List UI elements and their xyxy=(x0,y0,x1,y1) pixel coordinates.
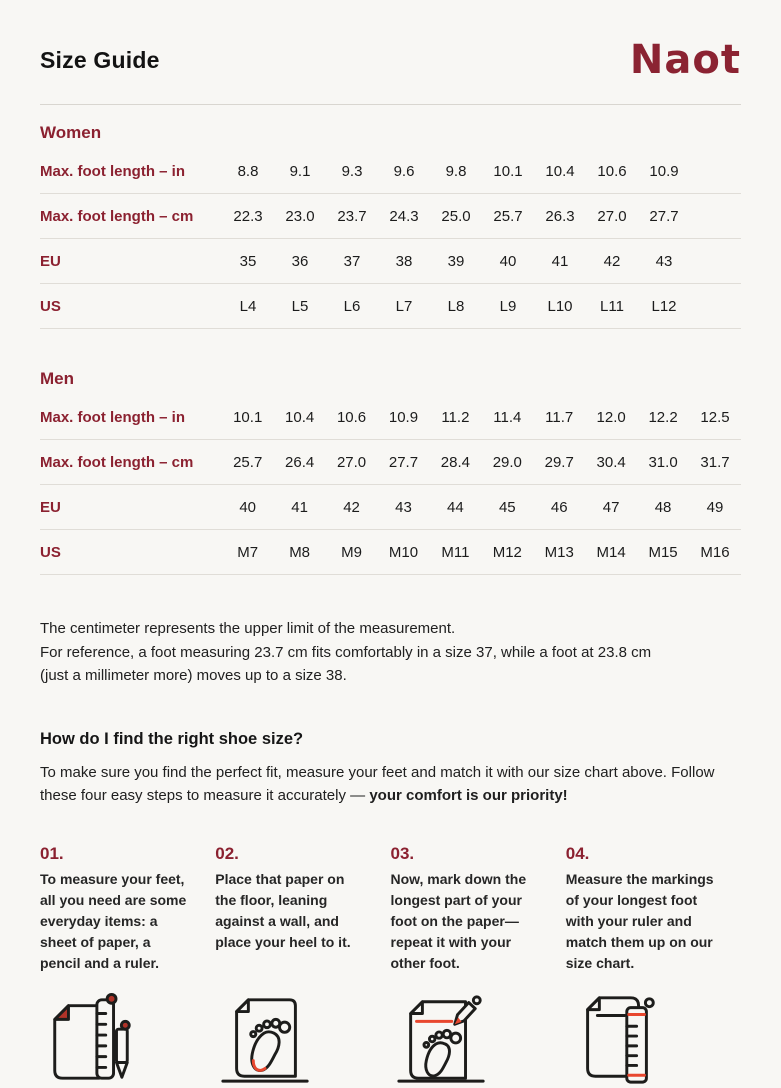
table-cell: 36 xyxy=(291,252,309,270)
table-row xyxy=(40,149,741,194)
step-3 xyxy=(391,844,566,974)
step-number: 03. xyxy=(390,843,415,863)
table-cell: 45 xyxy=(498,498,516,516)
table-cell: 39 xyxy=(447,252,465,270)
table-cell: L5 xyxy=(291,297,309,315)
table-cell: 40 xyxy=(239,498,257,516)
note-line: The centimeter represents the upper limit of the measurement. xyxy=(40,620,456,637)
note-line: (just a millimeter more) moves up to a size 38. xyxy=(40,667,347,684)
table-cell: 10.9 xyxy=(649,162,679,180)
table-cell: 30.4 xyxy=(596,453,626,471)
table-row xyxy=(40,395,741,440)
table-cell: 38 xyxy=(395,252,413,270)
table-cell: 42 xyxy=(603,252,621,270)
table-cell: 27.0 xyxy=(336,453,367,471)
paper-heel-footprint-icon xyxy=(215,990,390,1088)
table-cell: 11.2 xyxy=(441,408,470,426)
men-section xyxy=(40,369,741,575)
table-cell: 10.4 xyxy=(545,162,575,180)
step-text: Measure the markings of your longest foot with your ruler and match them up on our size chart. xyxy=(565,870,714,971)
table-cell: M9 xyxy=(341,543,362,561)
table-cell: 9.1 xyxy=(289,162,311,180)
table-cell: 27.7 xyxy=(388,453,419,471)
table-cell: 25.0 xyxy=(441,207,471,225)
table-cell: L12 xyxy=(651,297,677,315)
row-label: Max. foot length – cm xyxy=(40,207,194,225)
table-cell: M14 xyxy=(596,543,626,561)
step-2 xyxy=(215,844,390,974)
paper-mark-foot-pencil-icon xyxy=(391,990,566,1088)
table-cell: 42 xyxy=(343,498,360,516)
step-icons-row xyxy=(40,990,741,1088)
table-cell: 27.7 xyxy=(649,207,679,225)
step-text: Now, mark down the longest part of your foot on the paper—repeat it with your other foot. xyxy=(390,870,527,971)
row-label: US xyxy=(40,297,61,315)
table-cell: M16 xyxy=(700,543,730,561)
table-cell: 40 xyxy=(499,252,517,270)
table-cell: 10.1 xyxy=(493,162,523,180)
table-cell: 37 xyxy=(343,252,361,270)
table-row xyxy=(40,440,741,485)
page-title: Size Guide xyxy=(40,46,160,73)
table-cell: 49 xyxy=(706,498,724,516)
women-size-table xyxy=(40,149,741,329)
table-cell: 12.0 xyxy=(596,408,626,426)
table-cell: L7 xyxy=(395,297,413,315)
table-cell: 11.7 xyxy=(545,408,574,426)
measurement-note xyxy=(40,617,741,688)
table-cell: 23.0 xyxy=(285,207,315,225)
table-row xyxy=(40,239,741,284)
table-cell: 25.7 xyxy=(493,207,523,225)
step-text: To measure your feet, all you need are some everyday items: a sheet of paper, a pencil and a ruler. xyxy=(40,870,187,971)
table-cell: 26.4 xyxy=(285,453,315,471)
step-4 xyxy=(566,844,741,974)
table-cell: 10.4 xyxy=(285,408,315,426)
row-label: EU xyxy=(40,252,61,270)
table-cell: 47 xyxy=(602,498,620,516)
table-cell: 41 xyxy=(551,252,569,270)
table-cell: 10.6 xyxy=(597,162,627,180)
table-cell: 10.6 xyxy=(336,408,367,426)
row-label: Max. foot length – cm xyxy=(40,453,194,471)
table-row xyxy=(40,284,741,329)
table-cell: 26.3 xyxy=(545,207,575,225)
table-cell: 43 xyxy=(655,252,673,270)
table-cell: L10 xyxy=(547,297,573,315)
table-cell: 9.8 xyxy=(445,162,467,180)
row-label: EU xyxy=(40,498,61,516)
table-cell: 25.7 xyxy=(233,453,263,471)
table-cell: L6 xyxy=(343,297,361,315)
note-line: For reference, a foot measuring 23.7 cm fits comfortably in a size 37, while a foot at 23.8 cm xyxy=(40,643,652,661)
paper-pencil-ruler-icon xyxy=(40,990,215,1088)
table-cell: 10.9 xyxy=(388,408,419,426)
section-title-women: Women xyxy=(40,123,102,142)
howto-intro-text: To make sure you find the perfect fit, measure your feet and match it with our size chart above. Follow these four easy steps to measure it accurately — xyxy=(40,763,715,804)
row-label: US xyxy=(40,543,61,561)
section-title-men: Men xyxy=(40,369,74,388)
table-cell: 12.2 xyxy=(648,408,678,426)
table-cell: M10 xyxy=(388,543,419,561)
table-cell: L8 xyxy=(447,297,465,315)
table-cell: M7 xyxy=(237,543,259,561)
table-cell: 31.0 xyxy=(648,453,678,471)
paper-ruler-measure-icon xyxy=(566,990,741,1088)
naot-logo: Naot xyxy=(629,37,741,83)
table-cell: 11.4 xyxy=(493,408,522,426)
table-cell: M8 xyxy=(289,543,311,561)
howto-heading: How do I find the right shoe size? xyxy=(40,729,304,748)
table-cell: 12.5 xyxy=(700,408,730,426)
table-cell: 9.3 xyxy=(341,162,363,180)
table-cell: L4 xyxy=(239,297,257,315)
row-label: Max. foot length – in xyxy=(40,162,185,180)
table-cell: 10.1 xyxy=(233,408,263,426)
table-cell: 27.0 xyxy=(597,207,627,225)
table-cell: 9.6 xyxy=(393,162,415,180)
women-section xyxy=(40,123,741,329)
table-cell: 43 xyxy=(395,498,412,516)
table-cell: L11 xyxy=(600,297,624,315)
step-text: Place that paper on the floor, leaning against a wall, and place your heel to it. xyxy=(215,870,351,950)
table-cell: 31.7 xyxy=(700,453,730,471)
table-cell: M15 xyxy=(648,543,678,561)
table-cell: M13 xyxy=(544,543,574,561)
table-cell: M11 xyxy=(441,543,470,561)
table-cell: 23.7 xyxy=(337,207,367,225)
row-label: Max. foot length – in xyxy=(40,408,185,426)
table-cell: L9 xyxy=(499,297,517,315)
step-number: 04. xyxy=(565,843,590,863)
men-size-table xyxy=(40,395,741,575)
table-cell: 46 xyxy=(550,498,568,516)
table-cell: 22.3 xyxy=(233,207,263,225)
howto-intro-bold: your comfort is our priority! xyxy=(369,787,568,804)
table-row xyxy=(40,194,741,239)
howto-intro xyxy=(40,761,741,808)
table-cell: 41 xyxy=(291,498,308,516)
table-row xyxy=(40,485,741,530)
table-cell: 48 xyxy=(654,498,672,516)
step-number: 01. xyxy=(40,843,64,863)
measure-steps xyxy=(40,844,741,974)
table-row xyxy=(40,530,741,575)
table-cell: 29.0 xyxy=(492,453,522,471)
header xyxy=(40,0,741,105)
step-1 xyxy=(40,844,215,974)
table-cell: 28.4 xyxy=(440,453,470,471)
table-cell: 24.3 xyxy=(389,207,419,225)
table-cell: 29.7 xyxy=(544,453,574,471)
table-cell: 8.8 xyxy=(237,162,259,180)
table-cell: 35 xyxy=(239,252,257,270)
table-cell: 44 xyxy=(447,498,464,516)
table-cell: M12 xyxy=(492,543,522,561)
step-number: 02. xyxy=(215,843,239,863)
